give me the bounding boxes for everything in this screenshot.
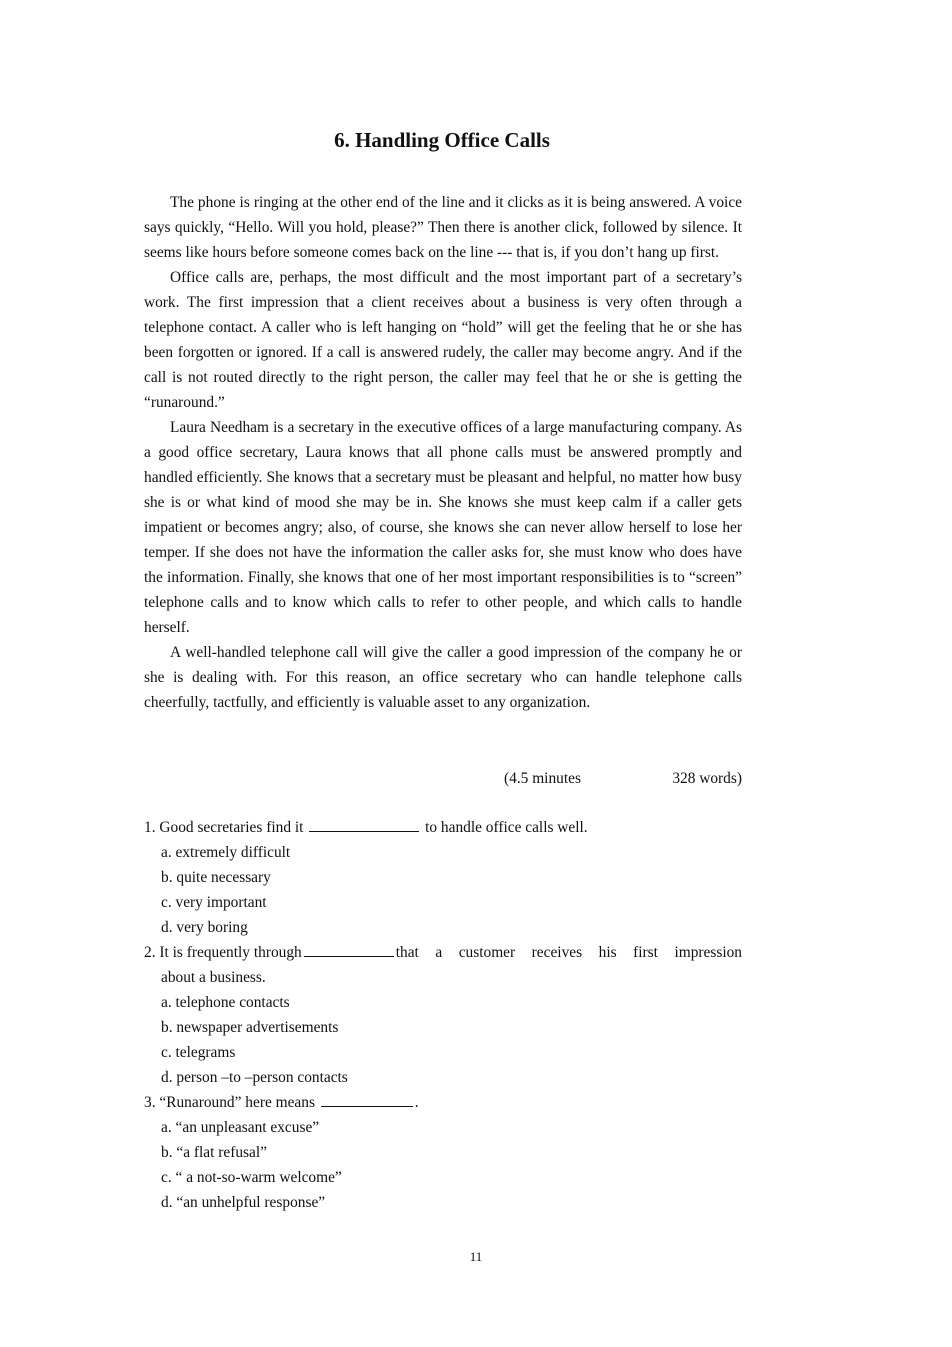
- option: d. “an unhelpful response”: [161, 1194, 326, 1211]
- question-text-after: to handle office calls well.: [421, 819, 588, 836]
- option: c. “ a not-so-warm welcome”: [161, 1169, 342, 1186]
- page-number: 11: [469, 1249, 483, 1264]
- reading-time: (4.5 minutes: [504, 770, 581, 787]
- answer-blank: [321, 1090, 413, 1107]
- answer-blank: [309, 815, 419, 832]
- option: b. “a flat refusal”: [161, 1144, 267, 1161]
- question-stem: [144, 940, 742, 965]
- option: a. “an unpleasant excuse”: [161, 1119, 320, 1136]
- question-text-before: 3. “Runaround” here means: [144, 1094, 319, 1111]
- option: c. very important: [161, 894, 267, 911]
- option: b. newspaper advertisements: [161, 1019, 339, 1036]
- answer-blank: [304, 940, 394, 957]
- question-text-after: that a customer receives his first impression: [395, 944, 742, 961]
- question-1: [144, 815, 742, 940]
- paragraph: The phone is ringing at the other end of the line and it clicks as it is being answered. A voice says quickly, “Hello. Will you hold, please?” Then there is another click, followed by silence. It seems like hours before someone comes back on the line --- that is, if you don’t hang up first.: [144, 194, 742, 261]
- option: d. person –to –person contacts: [161, 1069, 348, 1086]
- article-body: [144, 190, 742, 715]
- option: a. extremely difficult: [161, 844, 291, 861]
- question-stem: [144, 1090, 742, 1115]
- option: d. very boring: [161, 919, 248, 936]
- question-list: [144, 815, 742, 1215]
- paragraph: Laura Needham is a secretary in the executive offices of a large manufacturing company. As a good office secretary, Laura knows that all phone calls must be answered promptly and handled efficiently. She knows that a secretary must be pleasant and helpful, no matter how busy she is or what kind of mood she may be in. She knows she must keep calm if a caller gets impatient or becomes angry; also, of course, she knows she can never allow herself to lose her temper. If she does not have the information the caller asks for, she must know who does have the information. Finally, she knows that one of her most important responsibilities is to “screen” telephone calls and to know which calls to refer to other people, and which calls to handle herself.: [144, 419, 742, 636]
- option: c. telegrams: [161, 1044, 236, 1061]
- option: a. telephone contacts: [161, 994, 290, 1011]
- paragraph: A well-handled telephone call will give the caller a good impression of the company he or she is dealing with. For this reason, an office secretary who can handle telephone calls cheerfully, tactfully, and efficiently is valuable asset to any organization.: [144, 644, 742, 711]
- page-title: 6. Handling Office Calls: [334, 128, 550, 152]
- question-text-before: 2. It is frequently through: [144, 944, 302, 961]
- question-3: [144, 1090, 742, 1215]
- question-text-after: .: [414, 1094, 419, 1111]
- question-stem: [144, 815, 742, 840]
- word-count: 328 words): [672, 770, 742, 787]
- question-continuation: about a business.: [161, 969, 266, 986]
- paragraph: Office calls are, perhaps, the most difficult and the most important part of a secretary’s work. The first impression that a client receives about a business is very often through a telephone contact. A caller who is left hanging on “hold” will get the feeling that he or she has been forgotten or ignored. If a call is answered rudely, the caller may become angry. And if the call is not routed directly to the right person, the caller may feel that he or she is getting the “runaround.”: [144, 269, 742, 411]
- question-2: [144, 940, 742, 1090]
- option: b. quite necessary: [161, 869, 271, 886]
- question-text-before: 1. Good secretaries find it: [144, 819, 308, 836]
